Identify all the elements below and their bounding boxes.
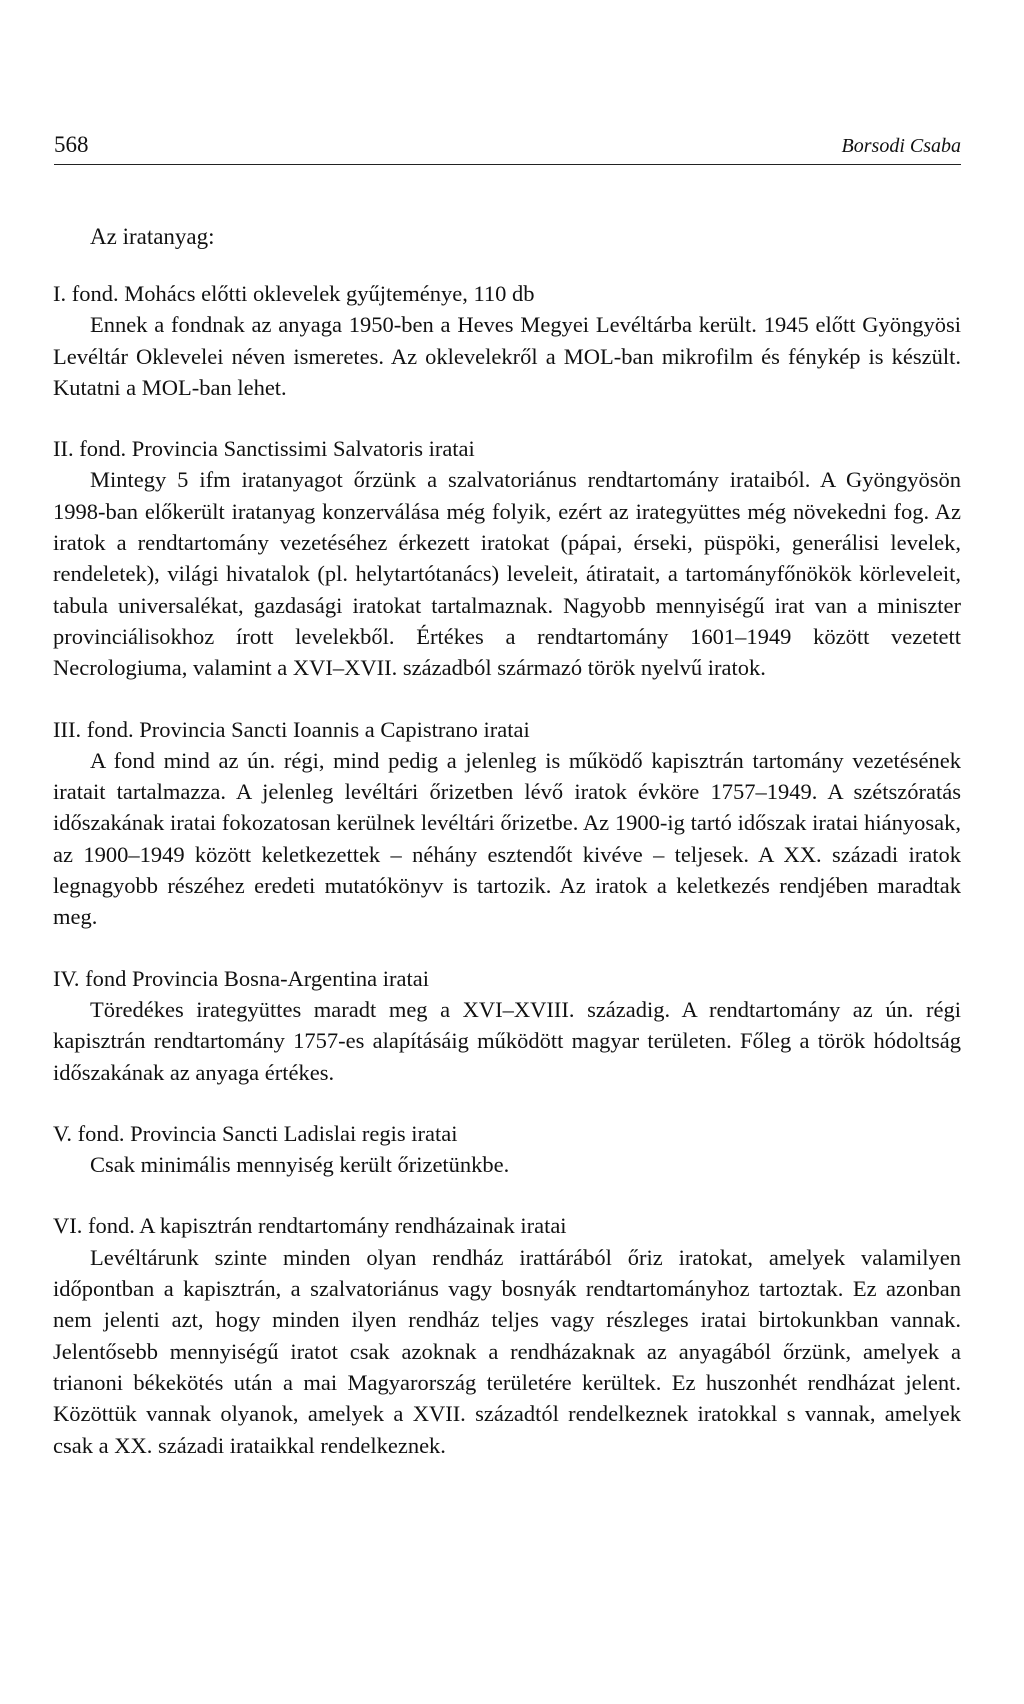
fond-description: Ennek a fondnak az anyaga 1950-ben a Heves Megyei Levéltárba került. 1945 előtt Gyöngyösi Levéltár Oklevelei néven ismeretes. Az oklevelekről a MOL-ban mikrofilm és fénykép is készült. Kutatni a MOL-ban lehet. xyxy=(53,312,961,400)
fond-title: I. fond. Mohács előtti oklevelek gyűjteménye, 110 db xyxy=(53,281,535,306)
fond-description: Csak minimális mennyiség került őrizetünkbe. xyxy=(90,1152,510,1178)
page-number: 568 xyxy=(54,132,89,157)
fond-description: Töredékes irategyüttes maradt meg a XVI–XVIII. századig. A rendtartomány az ún. régi kapisztrán rendtartomány 1757-es alapításáig működött magyar területen. Főleg a török hódoltság időszakának az anyaga értékes. xyxy=(53,996,961,1085)
running-head-author: Borsodi Csaba xyxy=(841,135,961,157)
section-heading: Az iratanyag: xyxy=(90,224,215,249)
running-head xyxy=(54,130,961,165)
fond-list xyxy=(53,278,961,1491)
fond-description: Mintegy 5 ifm iratanyagot őrzünk a szalvatoriánus rendtartomány irataiból. A Gyöngyösön 1998-ban előkerült iratanyag konzerválása még folyik, ezért az irategyüttes még növekedni fog. Az iratok a rendtartomány vezetéséhez érkezett iratokat (pápai, érseki, püspöki, generálisi levelek, rendeletek), világi hivatalok (pl. helytartótanács) leveleit, átiratait, a tartományfőnökök körleveleit, tabula universalékat, gazdasági iratokat tartalmaznak. Nagyobb mennyiségű irat van a miniszter provinciálisokhoz írott levelekből. Értékes a rendtartomány 1601–1949 között vezetett Necrologiuma, valamint a XVI–XVII. századból származó török nyelvű iratok. xyxy=(53,467,961,681)
fond-title: IV. fond Provincia Bosna-Argentina iratai xyxy=(53,965,429,991)
fond-description: Levéltárunk szinte minden olyan rendház irattárából őriz iratokat, amelyek valamilyen időpontban a kapisztrán, a szalvatoriánus vagy bosnyák rendtartományhoz tartoztak. Ez azonban nem jelenti azt, hogy minden ilyen rendház teljes vagy részleges iratai birtokunkban vannak. Jelentősebb mennyiségű iratot csak azoknak a rendházaknak az anyagából őrzünk, amelyek a trianoni békekötés után a mai Magyarország területére kerültek. Ez huszonhét rendházat jelent. Közöttük vannak olyanok, amelyek a XVII. századtól rendelkeznek iratokkal s vannak, amelyek csak a XX. századi irataikkal rendelkeznek. xyxy=(53,1244,961,1458)
fond-description: A fond mind az ún. régi, mind pedig a jelenleg is működő kapisztrán tartomány vezetésének iratait tartalmazza. A jelenleg levéltári őrizetben lévő iratok évköre 1757–1949. A szétszóratás időszakának iratai fokozatosan kerülnek levéltári őrizetbe. Az 1900-ig tartó időszak iratai hiányosak, az 1900–1949 között keletkezettek – néhány esztendőt kivéve – teljesek. A XX. századi iratok legnagyobb részéhez eredeti mutatókönyv is tartozik. Az iratok a keletkezés rendjében maradtak meg. xyxy=(53,747,961,930)
fond-title: II. fond. Provincia Sanctissimi Salvatoris iratai xyxy=(53,436,475,462)
fond-item xyxy=(53,1210,961,1460)
fond-item xyxy=(53,963,961,1088)
fond-title: V. fond. Provincia Sancti Ladislai regis iratai xyxy=(53,1120,458,1146)
fond-item xyxy=(53,714,961,933)
fond-title: III. fond. Provincia Sancti Ioannis a Capistrano iratai xyxy=(53,716,530,742)
fond-item xyxy=(53,278,961,403)
fond-item xyxy=(53,433,961,683)
fond-title: VI. fond. A kapisztrán rendtartomány rendházainak iratai xyxy=(53,1213,567,1239)
fond-item xyxy=(53,1118,961,1181)
